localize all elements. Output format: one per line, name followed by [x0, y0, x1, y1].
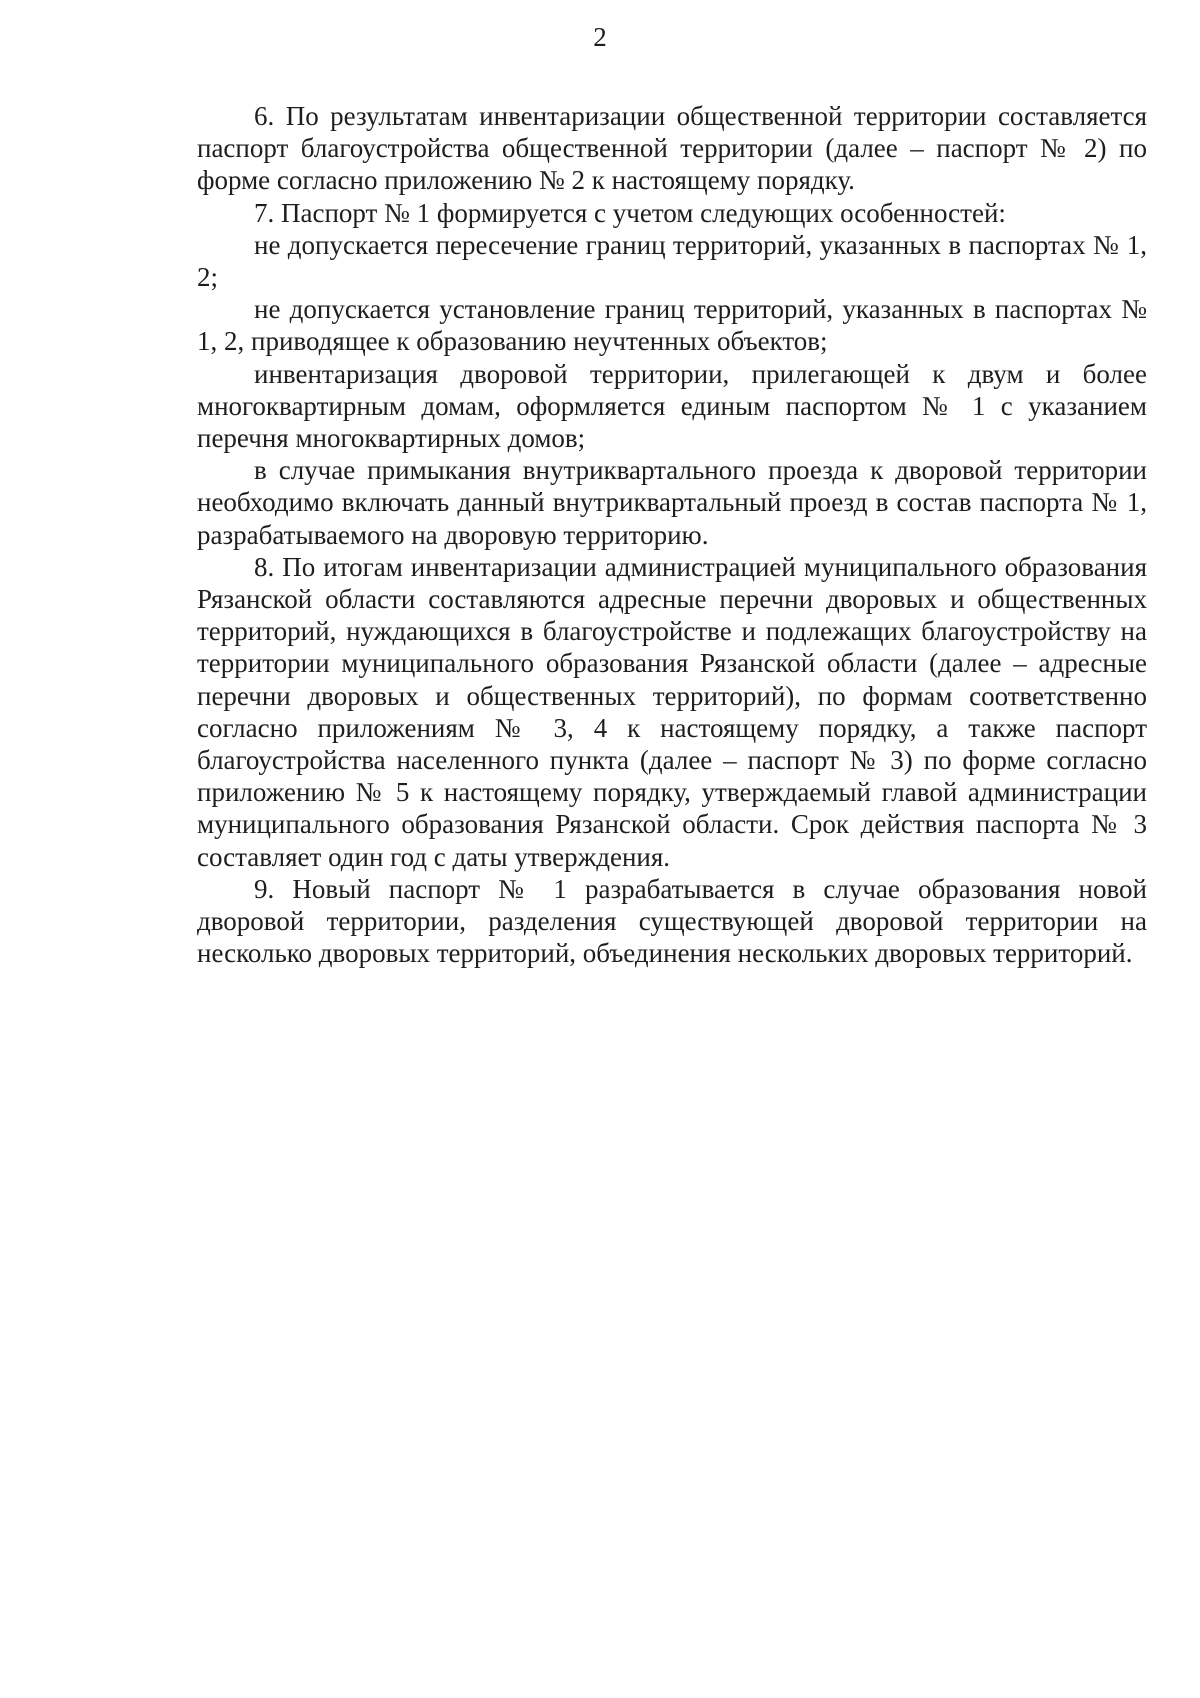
- paragraph-6: 6. По результатам инвентаризации общественной территории составляется паспорт благоустройства общественной территории (далее – паспорт № 2) по форме согласно приложению № 2 к настоящему порядку.: [197, 101, 1147, 196]
- paragraph-7-item-4: в случае примыкания внутриквартального проезда к дворовой территории необходимо включать данный внутриквартальный проезд в состав паспорта № 1, разрабатываемого на дворовую территорию.: [197, 455, 1147, 550]
- paragraph-9: 9. Новый паспорт № 1 разрабатывается в случае образования новой дворовой территории, разделения существующей дворовой территории на несколько дворовых территорий, объединения нескольких дворовых территорий.: [197, 873, 1147, 969]
- paragraph-8: 8. По итогам инвентаризации администрацией муниципального образования Рязанской области составляются адресные перечни дворовых и общественных территорий, нуждающихся в благоустройстве и подлежащих благоустройству на территории муниципального образования Рязанской области (далее – адресные перечни дворовых и общественных территорий), по формам соответственно согласно приложениям № 3, 4 к настоящему порядку, а также паспорт благоустройства населенного пункта (далее – паспорт № 3) по форме согласно приложению № 5 к настоящему порядку, утверждаемый главой администрации муниципального образования Рязанской области. Срок действия паспорта № 3 составляет один год с даты утверждения.: [197, 551, 1147, 872]
- paragraph-7-item-3: инвентаризация дворовой территории, прилегающей к двум и более многоквартирным домам, оформляется единым паспортом № 1 с указанием перечня многоквартирных домов;: [197, 358, 1147, 454]
- paragraph-7-item-1: не допускается пересечение границ территорий, указанных в паспортах № 1, 2;: [197, 229, 1147, 293]
- document-body: [197, 100, 1147, 969]
- paragraph-7: 7. Паспорт № 1 формируется с учетом следующих особенностей:: [254, 197, 1006, 228]
- paragraph-7-item-2: не допускается установление границ территорий, указанных в паспортах № 1, 2, приводящее к образованию неучтенных объектов;: [197, 294, 1147, 357]
- page-number: 2: [593, 22, 607, 52]
